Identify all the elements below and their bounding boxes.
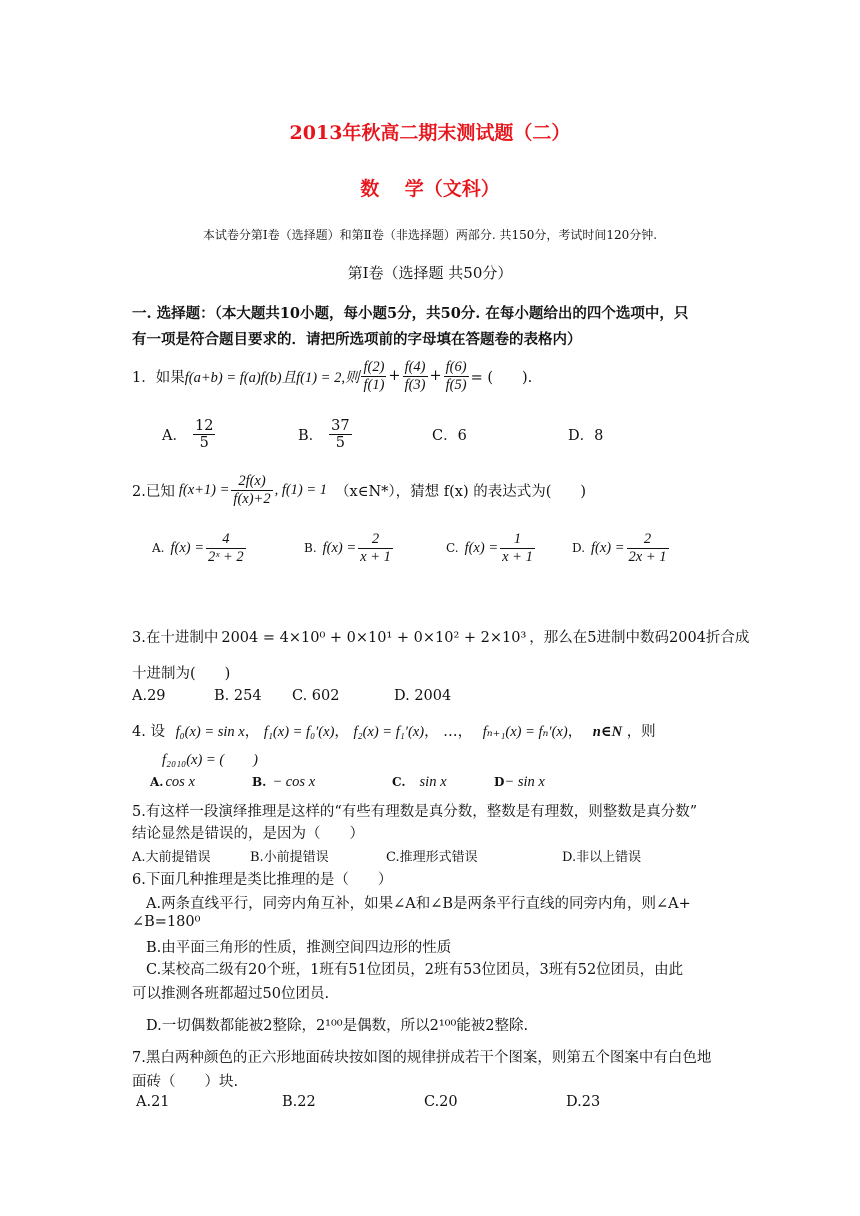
q5-option-a: A.大前提错误 — [132, 850, 211, 865]
q1-frac-1: $\frac{f(2)}{f(1)}$ — [363, 358, 385, 393]
q7-option-d: D.23 — [566, 1094, 601, 1110]
q5-option-b: B.小前提错误 — [250, 850, 329, 865]
q4-line2: f₂₀₁₀(x) = ( ) — [162, 752, 258, 768]
subject-title: 数 学（文科） — [360, 178, 500, 200]
part1-heading: 第Ⅰ卷（选择题 共50分） — [347, 264, 513, 282]
q2-option-d: D. f(x) = $\frac{2}{2x + 1}$ — [572, 530, 667, 565]
q1-frac-2: $\frac{f(4)}{f(3)}$ — [404, 358, 426, 393]
q2-option-b: B. f(x) = $\frac{2}{x + 1}$ — [304, 530, 391, 565]
q5-option-c: C.推理形式错误 — [386, 850, 478, 865]
question-6: 6.下面几种推理是类比推理的是（ ） — [132, 872, 393, 888]
q6-option-c-line2: 可以推测各班都超过50位团员. — [132, 986, 330, 1002]
q6-option-a-line2: ∠B=180⁰ — [132, 914, 201, 930]
q2-option-a: A. f(x) = $\frac{4}{\text{2ˣ + 2}}$ — [152, 530, 244, 565]
q3-option-b: B. 254 — [214, 688, 262, 704]
q1-frac-3: $\frac{f(6)}{f(5)}$ — [445, 358, 467, 393]
q3-option-c: C. 602 — [292, 688, 340, 704]
q1-suffix: = ( ). — [470, 369, 533, 386]
q7-option-c: C.20 — [424, 1094, 458, 1110]
q6-option-a-line1: A.两条直线平行，同旁内角互补，如果∠A和∠B是两条平行直线的同旁内角，则∠A+ — [146, 896, 691, 912]
question-3: 3.在十进制中 2004 = 4×10⁰ + 0×10¹ + 0×10² + 2×10³ ，那么在5进制中数码2004折合成 — [132, 630, 750, 646]
q1-option-d: D．8 — [568, 428, 604, 444]
q1-expr: f(a+b) = f(a)f(b)且f(1) = 2,则 — [184, 369, 360, 386]
q3-option-d: D. 2004 — [394, 688, 452, 704]
q4-option-d: D− sin x — [494, 774, 545, 790]
question-1: 1．如果 f(a+b) = f(a)f(b)且f(1) = 2,则 $\frac{f(2)}{f(1)}$ + $\frac{f(4)}{f(3)}$ + $\frac{f(6)}{f(5)}$ = ( ). — [132, 358, 533, 393]
q1-prefix: 1．如果 — [132, 369, 185, 386]
q6-option-c-line1: C.某校高二级有20个班，1班有51位团员，2班有53位团员，3班有52位团员，由此 — [146, 962, 684, 978]
q7-option-b: B.22 — [282, 1094, 316, 1110]
section-heading-line1: 一. 选择题：（本大题共10小题，每小题5分，共50分. 在每小题给出的四个选项中，只 — [132, 305, 689, 322]
question-5: 5.有这样一段演绎推理是这样的“有些有理数是真分数，整数是有理数，则整数是真分数” — [132, 804, 698, 820]
exam-title: 2013年秋高二期末测试题（二） — [289, 122, 571, 144]
section-heading-line2: 有一项是符合题目要求的．请把所选项前的字母填在答题卷的表格内） — [132, 331, 582, 348]
q2-option-c: C. f(x) = $\frac{1}{x + 1}$ — [446, 530, 533, 565]
q5-option-d: D.非以上错误 — [562, 850, 642, 865]
q4-option-b: B. − cos x — [252, 774, 316, 790]
q6-option-b: B.由平面三角形的性质，推测空间四边形的性质 — [146, 940, 452, 956]
q1-option-c: C．6 — [432, 428, 467, 444]
q3-line2: 十进制为( ) — [132, 666, 231, 682]
q5-line2: 结论显然是错误的，是因为（ ） — [132, 826, 364, 842]
exam-intro: 本试卷分第Ⅰ卷（选择题）和第Ⅱ卷（非选择题）两部分. 共150分，考试时间120分钟. — [202, 228, 658, 242]
q4-option-a: A. cos x — [150, 774, 195, 790]
q1-option-a: A． $\frac{12}{5}$ — [162, 417, 214, 451]
q7-option-a: A.21 — [136, 1094, 170, 1110]
question-4: 4. 设 f₀(x) = sin x， f₁(x) = f₀′(x)， f₂(x) = f₁′(x)， …， fₙ₊₁(x) = fₙ′(x)， n∈N ，则 — [132, 724, 656, 740]
q7-line2: 面砖（ ）块. — [132, 1074, 239, 1090]
q3-option-a: A.29 — [132, 688, 166, 704]
question-7: 7.黑白两种颜色的正六形地面砖块按如图的规律拼成若干个图案，则第五个图案中有白色地 — [132, 1050, 712, 1066]
q1-option-b: B． $\frac{37}{5}$ — [298, 417, 350, 451]
question-2: 2.已知 f(x+1) = $\frac{2f(x)}{f(x)+2}$ , f(1) = 1 （x∈N*），猜想 f(x) 的表达式为( ) — [132, 472, 587, 507]
q4-option-c: C. sin x — [392, 774, 447, 790]
q6-option-d: D.一切偶数都能被2整除，2¹⁰⁰是偶数，所以2¹⁰⁰能被2整除. — [146, 1018, 529, 1034]
